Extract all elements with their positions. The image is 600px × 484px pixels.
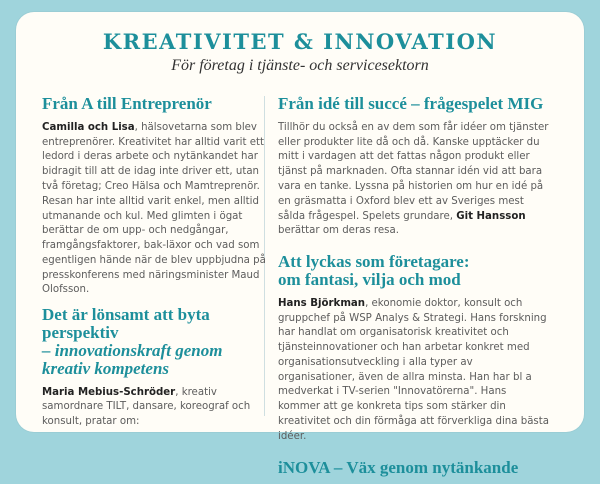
right-column [278,95,550,484]
section-lead-name: Hans Björkman [278,297,366,309]
section-heading [278,253,550,289]
page-subtitle: För företag i tjänste- och servicesektorn [171,57,429,75]
heading-line-1: Att lyckas som företagare: [278,252,470,272]
section-text: , kreativ samordnare TILT, dansare, koreograf och konsult, pratar om: [42,386,251,428]
poster-header [16,30,584,75]
section-inova [278,459,550,477]
heading-line-2: perspektiv [42,323,119,343]
section-text-end: berättar om deras resa. [278,225,399,237]
section-heading: Från A till Entreprenör [42,94,212,113]
section-text: , ekonomie doktor, konsult och gruppchef på WSP Analys & Strategi. Hans forskning har handlat om organisatorisk kreativitet och tjänsteinnovationer och han arbetar konkret med organisationsutveckling i alla typer av organisationer, även de allra minsta. Han har bl a medverkat i TV-serien "Innovatörerna". Hans kommer att ge konkreta tips som stärker din kreativitet och din förmåga att förverkliga dina bästa idéer. [278,297,549,442]
section-foretagare [278,253,550,445]
poster-sheet [16,12,584,477]
heading-line-3: – innovationskraft genom [42,340,223,360]
heading-line-4: kreativ kompetens [42,358,170,378]
section-perspektiv [42,306,268,430]
page-title: KREATIVITET & INNOVATION [102,29,498,54]
section-body [278,121,550,239]
section-heading: iNOVA – Väx genom nytänkande [278,457,519,477]
section-entreprenor [42,95,268,298]
section-heading: Från idé till succé – frågespelet MIG [278,94,544,113]
section-text: , hälsovetarna som blev entreprenörer. Kreativitet har alltid varit ett ledord i deras arbete och nytänkandet har bidragit till att de idag inte driver ett, utan två företag; Creo Hälsa och Mamtreprenör. Resan har inte alltid varit enkel, men alltid utmanande och kul. Med glimten i ögat berättar de om upp- och nedgångar, framgångsfaktorer, bak-läxor och vad som egentligen hände när de blev uppbjudna på presskonferens med näringsminister Maud Olofsson. [42,121,266,296]
heading-line-1: Det är lönsamt att byta [42,305,210,325]
section-body [278,297,550,445]
section-text: Tillhör du också en av dem som får idéer om tjänster eller produkter lite då och då. Kanske upptäcker du mitt i vardagen att det fattas någon produkt eller tjänst på marknaden. Ofta stannar idén vid att bara vara en tanke. Lyssna på historien om hur en idé på en gräsmatta i Oxford blev ett av Sveriges mest sålda frågespel. Spelets grundare, [278,121,549,222]
section-lead-name: Git Hansson [456,210,526,222]
heading-line-2: om fantasi, vilja och mod [278,269,461,289]
section-body [42,386,268,430]
left-column [42,95,268,438]
section-heading [42,306,268,377]
section-body [42,121,268,298]
section-mig [278,95,550,239]
section-lead-name: Camilla och Lisa [42,121,135,133]
section-lead-name: Maria Mebius-Schröder [42,386,176,398]
